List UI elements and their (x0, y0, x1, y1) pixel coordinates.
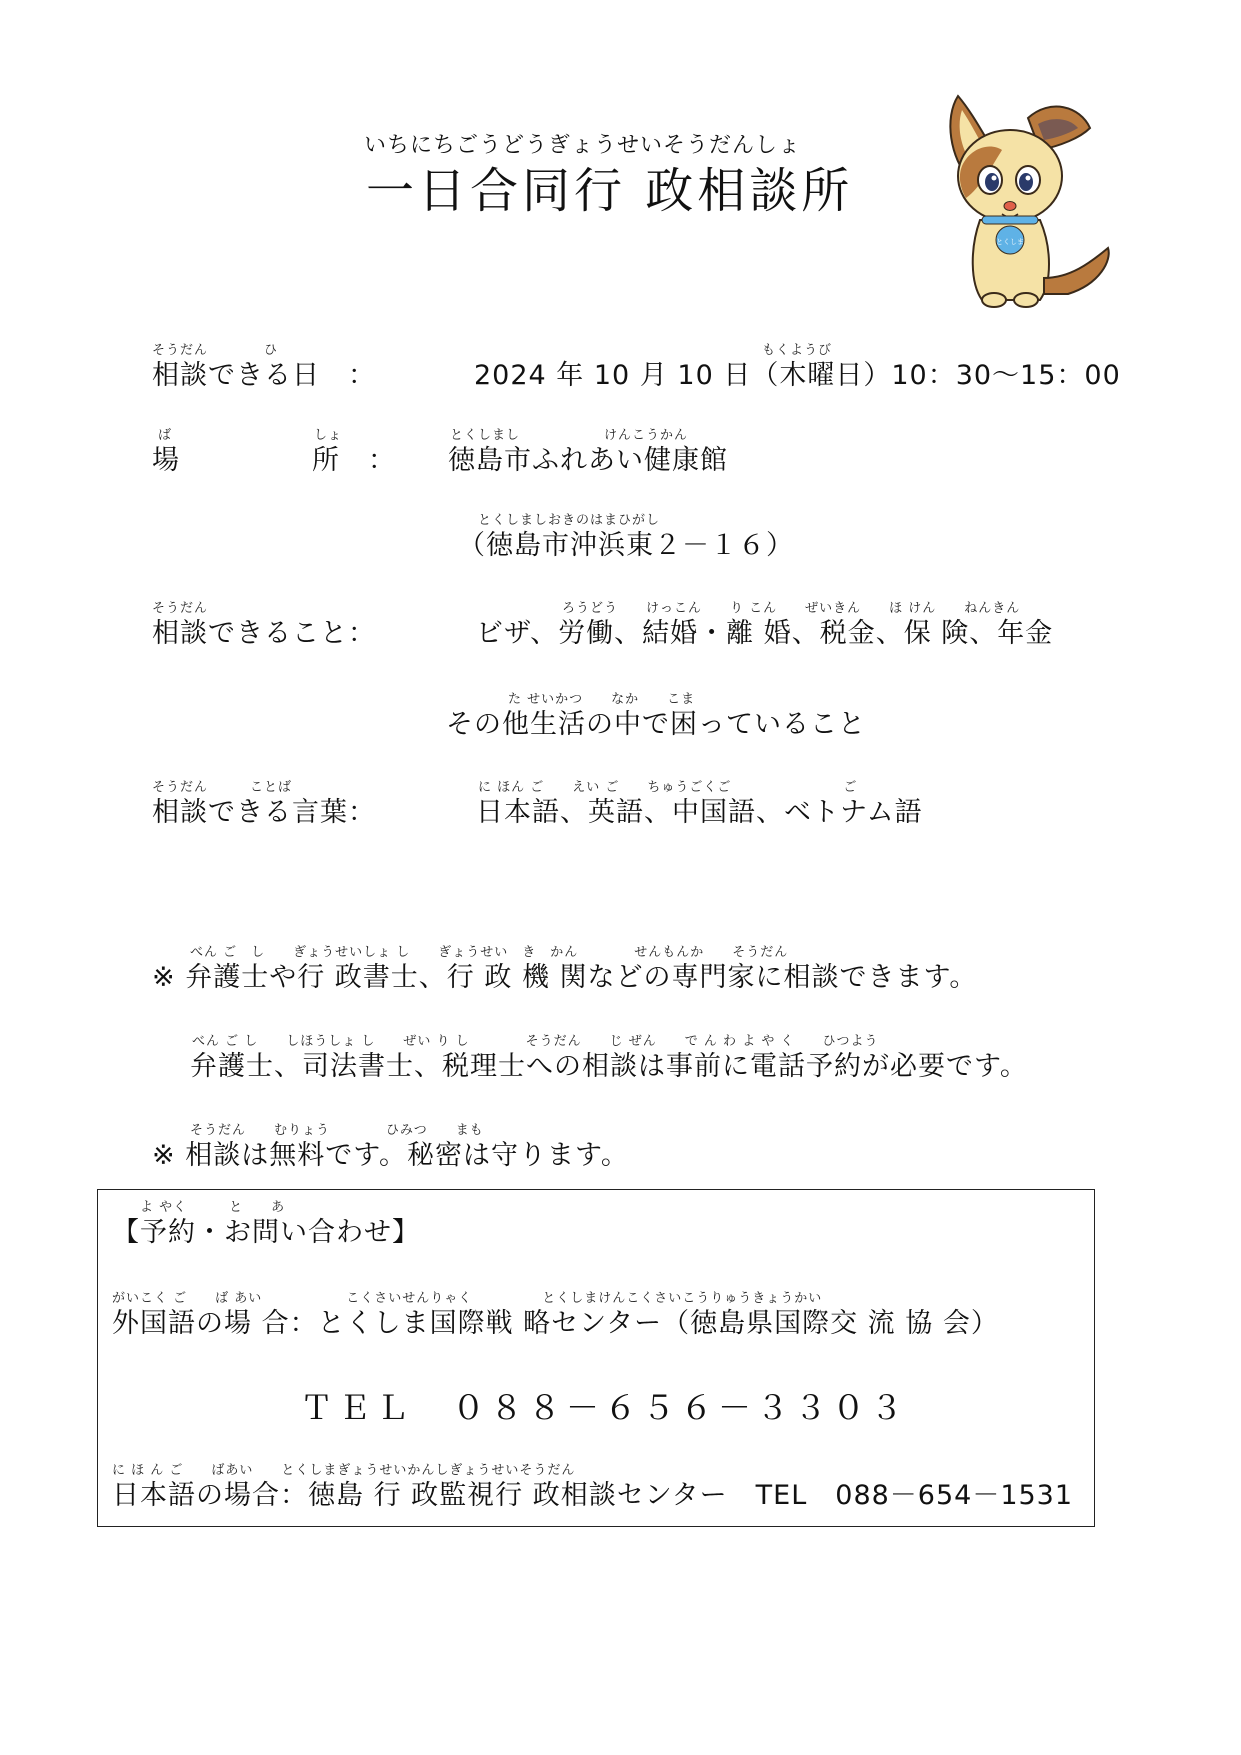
contact-foreign: 外国語の場 合：とくしま国際戦 略センター（徳島県国際交 流 協 会） (112, 1308, 999, 1339)
place-label-sho: 所 ： (312, 445, 396, 476)
topics-label-ruby: そうだん (152, 601, 209, 616)
note2: 弁護士、司法書士、税理士への相談は事前に電話予約が必要です。 (190, 1051, 1028, 1082)
place-label-ruby-sho: しょ (314, 428, 343, 443)
contact-heading-ruby: よ やく と あ (140, 1200, 286, 1215)
contact-tel-main: ＴＥＬ ０８８－６５６－３３０３ (300, 1388, 908, 1427)
date-label: 相談できる日 ： (152, 360, 376, 391)
note2-ruby: べん ご し しほうしょ し ぜい り し そうだん じ ぜん で ん わ よ や く ひつよう (192, 1034, 879, 1049)
mascot-tail (1044, 248, 1109, 294)
date-label-ruby: そうだん ひ (152, 343, 279, 358)
page-title: 一日合同行 政相談所 (366, 163, 854, 219)
note3: ※ 相談は無料です。秘密は守ります。 (152, 1140, 629, 1171)
mascot-nose (1004, 202, 1016, 211)
languages-value: 日本語、英語、中国語、ベトナム語 (476, 797, 923, 828)
note3-ruby: そうだん むりょう ひみつ まも (190, 1123, 484, 1138)
contact-heading: 【予約・お問い合わせ】 (112, 1217, 420, 1248)
languages-label: 相談できる言葉： (152, 797, 376, 828)
topics-value2: その他生活の中で困っていること (446, 709, 866, 740)
note1-ruby: べん ご し ぎょうせいしょ し ぎょうせい き かん せんもんか そうだん (190, 945, 789, 960)
mascot-dog-illustration (940, 88, 1120, 318)
place-value-ruby: とくしまし けんこうかん (450, 428, 689, 443)
date-value: 2024 年 10 月 10 日（木曜日）10：30〜15：00 (474, 360, 1121, 391)
place-value: 徳島市ふれあい健康館 (448, 445, 728, 476)
place-label-ba: 場 (152, 445, 180, 476)
contact-japanese-ruby: に ほ ん ご ばあい とくしまぎょうせいかんしぎょうせいそうだん (112, 1463, 576, 1478)
contact-japanese: 日本語の場合：徳島 行 政監視行 政相談センター TEL 088－654－1531 (112, 1480, 1074, 1511)
place-label-ruby-ba: ば (158, 428, 173, 443)
note1: ※ 弁護士や行 政書士、行 政 機 関などの専門家に相談できます。 (152, 962, 978, 993)
title-ruby: いちにちごうどうぎょうせいそうだんしょ (364, 133, 802, 158)
contact-foreign-ruby: がいこく ご ば あい こくさいせんりゃく とくしまけんこくさいこうりゅうきょうかい (112, 1291, 823, 1306)
topics-value2-ruby: た せいかつ なか こま (508, 692, 696, 707)
languages-value-ruby: に ほん ご えい ご ちゅうごくご ご (478, 780, 858, 795)
topics-value: ビザ、労働、結婚・離 婚、税金、保 険、年金 (476, 618, 1054, 649)
date-value-ruby: もくようび (762, 343, 833, 358)
place-address: （徳島市沖浜東２－１６） (458, 530, 794, 561)
mascot-badge-text: とくしま (996, 238, 1024, 246)
languages-label-ruby: そうだん ことば (152, 780, 293, 795)
place-address-ruby: とくしましおきのはまひがし (478, 513, 661, 528)
topics-value-ruby: ろうどう けっこん り こん ぜいきん ほ けん ねんきん (562, 601, 1021, 616)
topics-label: 相談できること： (152, 618, 376, 649)
